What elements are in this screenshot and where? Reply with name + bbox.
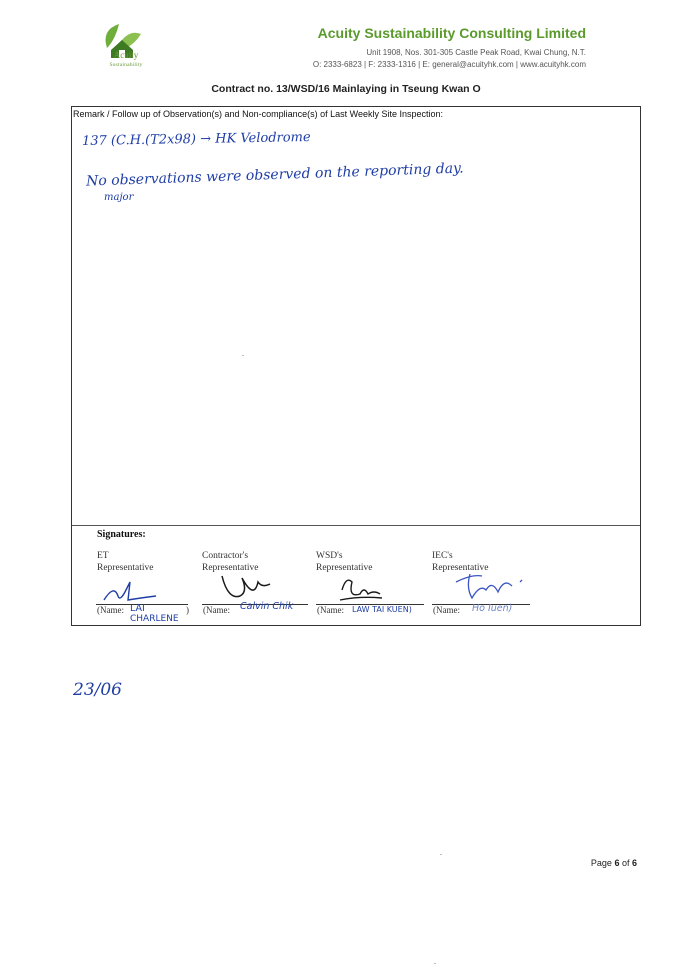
company-address: Unit 1908, Nos. 301-305 Castle Peak Road, Kwai Chung, N.T. xyxy=(366,48,586,57)
wsd-representative-label xyxy=(316,550,372,574)
wsd-name-value: LAW TAI KUEN) xyxy=(352,605,412,614)
handwritten-remark-line-3: major xyxy=(104,192,134,203)
handwritten-date: 23/06 xyxy=(73,680,122,700)
contract-title: Contract no. 13/WSD/16 Mainlaying in Tseung Kwan O xyxy=(211,83,481,95)
et-name-label: (Name: xyxy=(97,605,124,615)
et-name-value-2: CHARLENE xyxy=(130,614,179,624)
scan-speck xyxy=(242,355,244,356)
wsd-signature xyxy=(336,572,386,602)
page-current: 6 xyxy=(614,858,620,868)
iec-name-value: Ho Iuen) xyxy=(472,603,513,614)
et-representative-label xyxy=(97,550,153,574)
handwritten-remark-line-1: 137 (C.H.(T2x98) → HK Velodrome xyxy=(81,130,311,149)
contractor-name-value: Calvin Chik xyxy=(240,601,294,612)
logo-subtext: Sustainability xyxy=(109,62,143,68)
page-total: 6 xyxy=(631,858,637,868)
page-prefix: Page xyxy=(590,858,615,868)
iec-signature xyxy=(452,568,532,602)
role-line: Contractor's xyxy=(202,551,249,561)
contractor-name-label: (Name: xyxy=(203,605,230,615)
logo-word: Acuity xyxy=(113,50,139,60)
et-name-value: LAI xyxy=(130,603,145,614)
company-contact xyxy=(313,60,586,69)
role-line: Representative xyxy=(432,563,489,573)
handwritten-remark-line-2: No observations were observed on the reporting day. xyxy=(85,160,464,190)
contractor-signature xyxy=(218,570,278,604)
role-line: Representative xyxy=(316,563,373,573)
contact-line: O: 2333-6823 | F: 2333-1316 | E: general@acuityhk.com | www.acuityhk.com xyxy=(312,60,586,69)
page-number xyxy=(591,858,637,868)
et-signature xyxy=(100,580,160,604)
et-name-close: ) xyxy=(186,605,189,615)
scan-speck xyxy=(440,854,442,855)
wsd-name-label: (Name: xyxy=(317,605,344,615)
role-line: IEC's xyxy=(432,551,453,561)
remark-label: Remark / Follow up of Observation(s) and Non-compliance(s) of Last Weekly Site Inspection: xyxy=(73,109,443,119)
role-line: Representative xyxy=(97,563,154,573)
role-line: ET xyxy=(97,551,109,561)
signatures-title: Signatures: xyxy=(97,529,146,540)
signature-divider xyxy=(72,525,640,526)
company-name: Acuity Sustainability Consulting Limited xyxy=(317,25,586,41)
role-line: Representative xyxy=(202,563,259,573)
role-line: WSD's xyxy=(316,551,343,561)
page-middle: of xyxy=(619,858,632,868)
scan-speck xyxy=(434,963,436,964)
iec-name-label: (Name: xyxy=(433,605,460,615)
